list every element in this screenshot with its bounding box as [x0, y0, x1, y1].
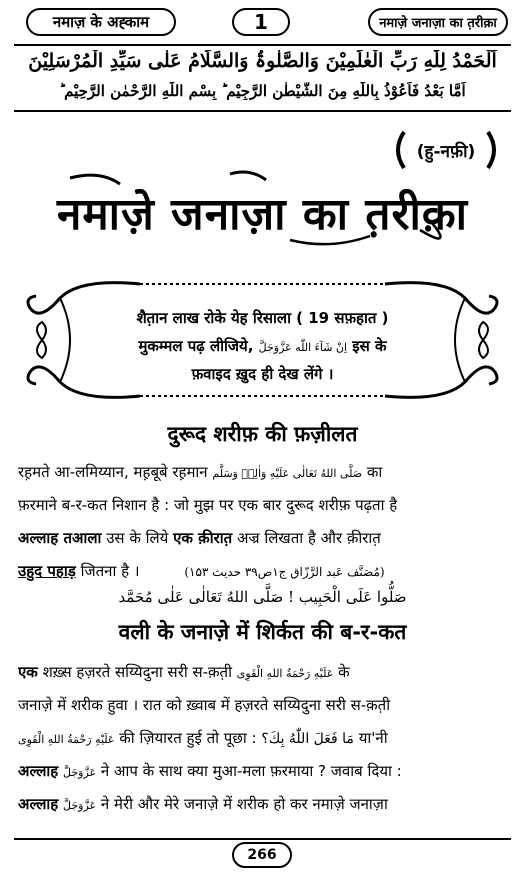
honorific-arabic: عَلَيْهِ رَحْمَةُ اللهِ الْقَوِی: [18, 733, 115, 746]
arabic-divider: [14, 110, 511, 112]
hint-badge: [390, 128, 502, 172]
notice-line-3: फ़वाइद ख़ुद ही देख लेंगे ।: [191, 365, 334, 383]
notice-dua-arabic: اِنْ شَآءَ اللّٰه عَزَّوَجَلَّ: [258, 341, 348, 354]
emphasis-allah: अल्लाह तआला: [18, 529, 102, 547]
text-fragment: की ज़ियारत हुई तो पूछा :: [119, 729, 257, 747]
emphasis-allah: अल्लाह: [18, 762, 59, 780]
page-title: नमाज़े जनाज़ा का त़रीक़ा: [56, 189, 469, 240]
chapter-page-badge: 1: [232, 8, 290, 36]
text-line: [18, 522, 507, 555]
text-line: [18, 456, 507, 489]
arabic-line-2: اَمَّا بَعْدُ فَاَعُوْذُ بِاللّٰهِ مِنَ الشَّیْطٰنِ الرَّجِیْمِ ؕ بِسْمِ اللّٰهِ الرَّحْمٰنِ الرَّحِیْمِ ؕ: [59, 82, 466, 100]
honorific-arabic: عَلَيْهِ رَحْمَةُ اللهِ الْقَوِی: [236, 667, 334, 680]
honorific-arabic: عَزَّوَجَلَّ: [63, 799, 97, 812]
page-header: [0, 6, 525, 42]
text-fragment: शख़्स हज़रते सय्यिदुना सरी स-क़त़ी: [42, 663, 232, 681]
title-block: [40, 170, 485, 250]
notice-line-2: [20, 336, 505, 356]
salutation-arabic: صَلَّى اللهُ تَعَالٰى عَلَيْهِ وَاٰلِهٖ وَسَلَّم: [212, 467, 363, 480]
text-fragment: के: [338, 663, 350, 681]
text-fragment: अज्र लिखता है और क़ीरात़: [236, 529, 381, 547]
hadith-reference: (مُصَنَّف عَبد الرَّزّاق ج۱ص۳۹ حدیث ۱۵۳): [184, 565, 385, 579]
text-line: [18, 788, 507, 821]
section-heading-wali: वली के जनाज़े में शिर्कत की ब-र-कत: [118, 620, 407, 644]
page-number: 266: [232, 842, 292, 868]
emphasis-qirat: एक क़ीरात़: [173, 529, 233, 547]
notice-line-2-end: इस के: [352, 337, 387, 355]
footer-divider: [14, 838, 511, 840]
header-divider: [14, 44, 511, 46]
text-line: [18, 656, 507, 689]
emphasis-ek: एक: [18, 663, 38, 681]
paragraph-wali: [18, 656, 507, 821]
text-fragment: या'नी: [358, 729, 388, 747]
notice-frame: [20, 278, 505, 402]
notice-line-2-start: मुकम्मल पढ़ लीजिये,: [138, 337, 254, 355]
notice-line-1: शैत़ान लाख रोके येह रिसाला ( 19 सफ़हात ): [136, 309, 389, 327]
section-heading-durood: दुरूद शरीफ़ की फ़ज़ीलत: [167, 422, 358, 446]
salat-line: صَلُّوا عَلَى الْحَبِيب ! صَلَّى اللهُ تَعَالٰى عَلٰى مُحَمَّد: [118, 588, 407, 606]
text-line: [18, 722, 507, 755]
text-fragment: उस के लिये: [106, 529, 169, 547]
hint-text: (हु-नफ़ी): [416, 141, 476, 162]
text-line: फ़रमाने ब-र-कत निशान है : जो मुझ पर एक बार दुरूद शरीफ़ पढ़ता है: [18, 496, 398, 514]
paragraph-durood: [18, 456, 507, 588]
emphasis-uhud: उहुद पहाड़: [18, 562, 76, 580]
emphasis-allah: अल्लाह: [18, 795, 59, 813]
text-line: जनाज़े में शरीक हुवा । रात को ख़्वाब में हज़रते सय्यिदुना सरी स-क़त़ी: [18, 696, 391, 714]
chapter-title-badge: नमाज़े जनाज़ा का त़रीक़ा: [368, 8, 508, 36]
text-line: [18, 755, 507, 788]
text-fragment: ने आप के साथ क्या मुआ-मला फ़रमाया ? जवाब दिया :: [100, 762, 402, 780]
arabic-line-1: اَلْحَمْدُ لِلّٰهِ رَبِّ الْعٰلَمِیْنَ وَالصَّلٰوۃُ وَالسَّلَامُ عَلٰی سَیِّدِ الْمُرْسَلِیْنَ: [28, 50, 497, 72]
text-line: [18, 555, 507, 588]
text-fragment: ने मेरी और मेरे जनाज़े में शरीक हो कर नमाज़े जनाज़ा: [100, 795, 388, 813]
book-title-badge: नमाज़ के अह्काम: [26, 8, 176, 36]
text-fragment: जितना है ।: [80, 562, 140, 580]
text-fragment: का: [366, 463, 383, 481]
text-fragment: रह़मते आ-लमिय्यान, मह़बूबे रह़मान: [18, 463, 208, 481]
question-arabic: مَا فَعَلَ اللّٰهُ بِكَ؟: [261, 731, 354, 747]
honorific-arabic: عَزَّوَجَلَّ: [63, 766, 97, 779]
